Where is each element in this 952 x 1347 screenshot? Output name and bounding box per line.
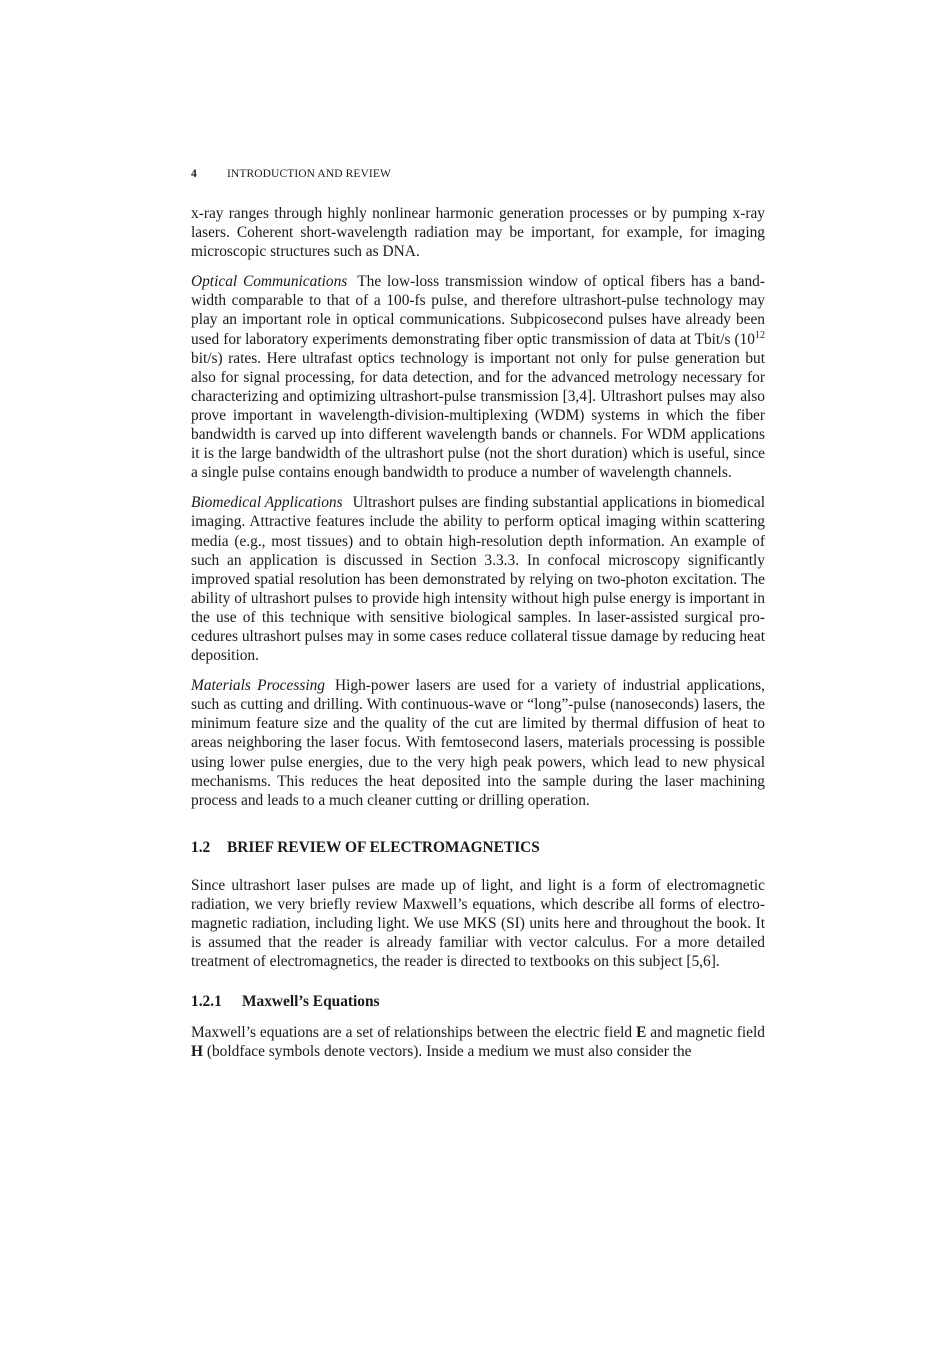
paragraph-optical-communications xyxy=(191,272,765,482)
paragraph-materials-processing xyxy=(191,676,765,810)
paragraph-text-c: (boldface symbols denote vectors). Inside a medium we must also consider the xyxy=(202,1043,692,1061)
book-page xyxy=(191,166,765,1061)
page-number: 4 xyxy=(191,168,197,180)
paragraph-lead-biomedical-applications: Biomedical Applications xyxy=(191,494,343,512)
paragraph-biomedical-applications xyxy=(191,493,765,665)
bold-symbol-e: E xyxy=(636,1024,647,1042)
superscript-exponent: 12 xyxy=(755,329,765,341)
subsection-heading xyxy=(191,992,765,1012)
subsection-title: Maxwell’s Equations xyxy=(242,993,380,1011)
paragraph-maxwell-equations xyxy=(191,1023,765,1061)
paragraph-text-b: and magnetic field xyxy=(646,1024,765,1042)
bold-symbol-h: H xyxy=(191,1043,203,1061)
paragraph-text-a: The low-loss transmission window of optical fibers has a bandwidth comparable to that of a 100-fs pulse, and therefore ultrashort-pulse technology may play an important role in optical communications. Subpicosecond pulses have already been used for laboratory experiments demonstrating fiber optic transmission of data at Tbit/s (10 xyxy=(191,273,765,348)
paragraph-lead-materials-processing: Materials Processing xyxy=(191,677,325,695)
paragraph-text-b: bit/s) rates. Here ultrafast optics technology is important not only for pulse generation but also for signal processing, for data detection, and for the advanced metrology necessary for characterizing and optimizing ultrashort-pulse transmission [3,4]. Ultrashort pulses may also prove important in wavelength-division-multiplexing (WDM) systems in which the fiber bandwidth is carved up into different wavelength bands or channels. For WDM applications it is the large bandwidth of the ultrashort pulse (not the short duration) which is useful, since a single pulse contains enough bandwidth to produce a number of wavelength channels. xyxy=(191,349,765,482)
paragraph-xray: x-ray ranges through highly nonlinear harmonic generation processes or by pumping x-ray lasers. Coherent short-wavelength radiation may be important, for example, for imaging microscopic structures such as DNA. xyxy=(191,205,765,261)
paragraph-text: Ultrashort pulses are finding substantial applications in biomedical imaging. Attractive features include the ability to perform optical imaging within scattering media (e.g., most tissues) and to obtain high-resolution depth information. An example of such an application is discussed in Section 3.3.3. In confocal microscopy significantly improved spatial resolution has been demonstrated by relying on two-photon excitation. The ability of ultrashort pulses to provide high intensity without high pulse energy is important in the use of this technique with sensitive biological samples. In laser-assisted surgical procedures ultrashort pulses may in some cases reduce collateral tissue damage by reducing heat deposition. xyxy=(191,494,766,665)
paragraph-text: High-power lasers are used for a variety of industrial applications, such as cutting and drilling. With continuous-wave or “long”-pulse (nanoseconds) lasers, the minimum feature size and the quality of the cut are limited by thermal diffusion of heat to areas neighboring the laser focus. With femtosecond lasers, materials processing is possible using lower pulse energies, due to the very high peak powers, which lead to new physical mechanisms. This reduces the heat deposited into the sample during the laser machining process and leads to a much cleaner cutting or drilling operation. xyxy=(191,677,765,809)
running-head-title: INTRODUCTION AND REVIEW xyxy=(227,168,391,180)
subsection-number: 1.2.1 xyxy=(191,993,222,1011)
section-number: 1.2 xyxy=(191,838,211,856)
paragraph-electromagnetics-intro: Since ultrashort laser pulses are made up of light, and light is a form of electromagnetic radiation, we very briefly review Maxwell’s equations, which describe all forms of electromagnetic radiation, including light. We use MKS (SI) units here and throughout the book. It is assumed that the reader is already familiar with vector calculus. For a more detailed treatment of electromagnetics, the reader is directed to textbooks on this subject [5,6]. xyxy=(191,876,765,971)
paragraph-text-a: Maxwell’s equations are a set of relationships between the electric field xyxy=(191,1024,637,1042)
paragraph-lead-optical-communications: Optical Communications xyxy=(191,273,348,291)
section-heading xyxy=(191,838,765,858)
running-head xyxy=(191,166,765,182)
section-title: BRIEF REVIEW OF ELECTROMAGNETICS xyxy=(227,838,540,856)
